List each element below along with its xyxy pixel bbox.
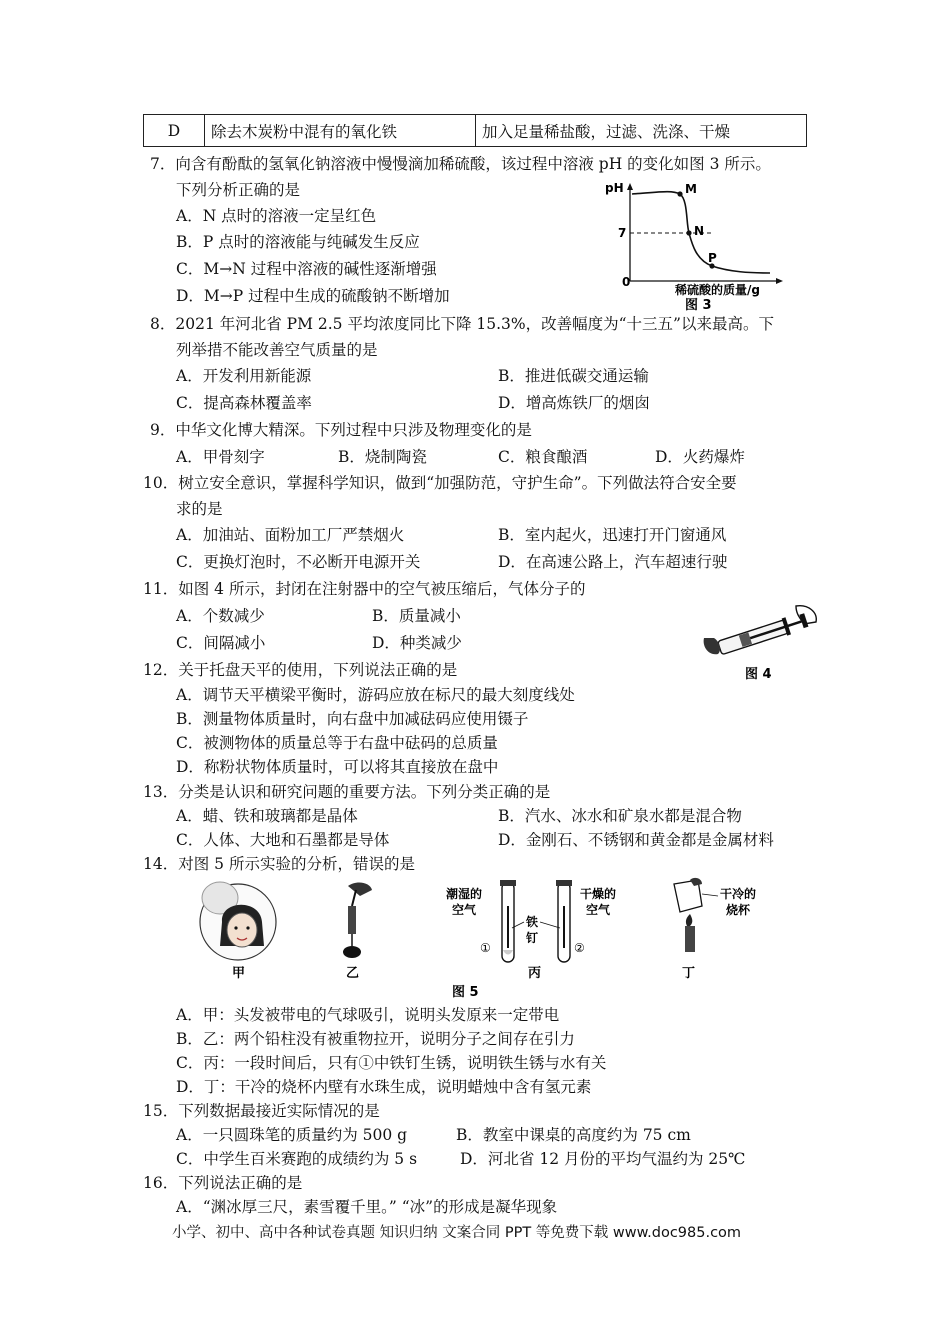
q16-option-a: A．“渊冰厚三尺，素雪覆千里。” “冰”的形成是凝华现象 <box>176 1198 558 1216</box>
q9-option-b: B．烧制陶瓷 <box>338 448 427 466</box>
q13-option-d: D．金刚石、不锈钢和黄金都是金属材料 <box>498 831 774 849</box>
q8-stem-line1: 8．2021 年河北省 PM 2.5 平均浓度同比下降 15.3%，改善幅度为“十三五”以来最高。下 <box>150 315 774 333</box>
q8-stem-line2: 列举措不能改善空气质量的是 <box>176 341 378 359</box>
label-ding: 丁 <box>682 966 696 981</box>
table-cell-method: 加入足量稀盐酸，过滤、洗涤、干燥 <box>476 115 807 147</box>
nail-label-2: 钉 <box>526 931 539 945</box>
q8-option-a: A．开发利用新能源 <box>176 367 312 385</box>
y-axis-arrow <box>627 183 633 190</box>
lead-cylinders-illustration <box>343 883 372 958</box>
label-m: M <box>685 182 697 196</box>
point-m <box>677 191 682 196</box>
q12-option-d: D．称粉状物体质量时，可以将其直接放在盘中 <box>176 758 499 776</box>
q15-option-b: B．教室中课桌的高度约为 75 cm <box>456 1126 691 1144</box>
q9-stem: 9．中华文化博大精深。下列过程中只涉及物理变化的是 <box>150 421 532 439</box>
q15-option-a: A．一只圆珠笔的质量约为 500 g <box>176 1126 408 1144</box>
origin-label: 0 <box>622 275 631 289</box>
candle-icon <box>685 926 695 952</box>
q9-option-a: A．甲骨刻字 <box>176 448 265 466</box>
balloon-girl-illustration <box>200 882 276 960</box>
table-cell-option: D <box>144 115 205 147</box>
answer-table <box>143 114 807 147</box>
q9-option-d: D．火药爆炸 <box>655 448 745 466</box>
q13-option-a: A．蜡、铁和玻璃都是晶体 <box>176 807 358 825</box>
q10-option-c: C．更换灯泡时，不必断开电源开关 <box>176 553 421 571</box>
cold-beaker-label-2: 烧杯 <box>726 903 751 917</box>
q11-option-c: C．间隔减小 <box>176 634 266 652</box>
x-axis-arrow <box>776 278 783 284</box>
q11-option-a: A．个数减少 <box>176 607 265 625</box>
q13-option-c: C．人体、大地和石墨都是导体 <box>176 831 390 849</box>
figure-3-caption: 图 3 <box>685 298 712 313</box>
q10-option-b: B．室内起火，迅速打开门窗通风 <box>498 526 727 544</box>
label-n: N <box>694 224 705 238</box>
q7-option-c: C．M→N 过程中溶液的碱性逐渐增强 <box>176 260 437 278</box>
q12-option-c: C．被测物体的质量总等于右盘中砝码的总质量 <box>176 734 498 752</box>
label-yi: 乙 <box>346 966 360 981</box>
nail-label-1: 铁 <box>526 915 539 929</box>
q8-option-b: B．推进低碳交通运输 <box>498 367 649 385</box>
q14-option-b: B．乙：两个铅柱没有被重物拉开，说明分子之间存在引力 <box>176 1030 575 1048</box>
q7-stem-line1: 7．向含有酚酞的氢氧化钠溶液中慢慢滴加稀硫酸，该过程中溶液 pH 的变化如图 3 所示。 <box>150 155 771 173</box>
q16-stem: 16．下列说法正确的是 <box>143 1174 303 1192</box>
y-tick-7: 7 <box>618 226 627 240</box>
hand-icon <box>348 883 372 896</box>
q10-option-d: D．在高速公路上，汽车超速行驶 <box>498 553 728 571</box>
q13-stem: 13．分类是认识和研究问题的重要方法。下列分类正确的是 <box>143 783 551 801</box>
q14-stem: 14．对图 5 所示实验的分析，错误的是 <box>143 855 415 873</box>
q15-option-d: D．河北省 12 月份的平均气温约为 25℃ <box>460 1150 746 1168</box>
dry-air-label-2: 空气 <box>586 903 611 917</box>
y-axis-label: pH <box>605 181 624 195</box>
figure-4-syringe <box>700 598 820 688</box>
tube-1-label: ① <box>480 941 491 955</box>
q11-option-d: D．种类减少 <box>372 634 462 652</box>
q7-option-a: A．N 点时的溶液一定呈红色 <box>176 207 377 225</box>
flame-icon <box>686 914 692 926</box>
figure-3-ph-chart <box>600 178 790 313</box>
q15-option-c: C．中学生百米赛跑的成绩约为 5 s <box>176 1150 418 1168</box>
q11-stem: 11．如图 4 所示，封闭在注射器中的空气被压缩后，气体分子的 <box>143 580 586 598</box>
q10-stem-line2: 求的是 <box>176 500 223 518</box>
q11-option-b: B．质量减小 <box>372 607 461 625</box>
q10-stem-line1: 10．树立安全意识，掌握科学知识，做到“加强防范，守护生命”。下列做法符合安全要 <box>143 474 737 492</box>
q13-option-b: B．汽水、冰水和矿泉水都是混合物 <box>498 807 742 825</box>
tube-2-label: ② <box>574 941 585 955</box>
q8-option-d: D．增高炼铁厂的烟囱 <box>498 394 650 412</box>
q14-option-a: A．甲：头发被带电的气球吸引，说明头发原来一定带电 <box>176 1006 560 1024</box>
cold-beaker-label-1: 干冷的 <box>720 887 757 901</box>
syringe-icon <box>709 611 809 659</box>
table-cell-purpose: 除去木炭粉中混有的氧化铁 <box>205 115 476 147</box>
weight-icon <box>343 946 361 958</box>
wet-air-label-2: 空气 <box>452 903 477 917</box>
label-jia: 甲 <box>232 966 246 981</box>
figure-5-experiments <box>190 876 790 1004</box>
q14-option-c: C．丙：一段时间后，只有①中铁钉生锈，说明铁生锈与水有关 <box>176 1054 607 1072</box>
table-row <box>144 115 807 147</box>
figure-5-caption: 图 5 <box>452 985 479 1000</box>
q14-option-d: D．丁：干冷的烧杯内壁有水珠生成，说明蜡烛中含有氢元素 <box>176 1078 592 1096</box>
q10-option-a: A．加油站、面粉加工厂严禁烟火 <box>176 526 405 544</box>
q8-option-c: C．提高森林覆盖率 <box>176 394 312 412</box>
figure-4-caption: 图 4 <box>745 667 772 682</box>
dry-air-label-1: 干燥的 <box>580 887 617 901</box>
q7-stem-line2: 下列分析正确的是 <box>176 181 301 199</box>
q12-option-b: B．测量物体质量时，向右盘中加减砝码应使用镊子 <box>176 710 529 728</box>
candle-beaker-illustration <box>674 878 702 952</box>
label-bing: 丙 <box>528 966 542 981</box>
footer-text: 小学、初中、高中各种试卷真题 知识归纳 文案合同 PPT 等免费下载 www.doc985.com <box>172 1225 742 1241</box>
x-axis-label: 稀硫酸的质量/g <box>675 283 760 297</box>
q12-option-a: A．调节天平横梁平衡时，游码应放在标尺的最大刻度线处 <box>176 686 575 704</box>
q15-stem: 15．下列数据最接近实际情况的是 <box>143 1102 380 1120</box>
face-icon <box>227 913 257 947</box>
q7-option-b: B．P 点时的溶液能与纯碱发生反应 <box>176 233 420 251</box>
hand-left-icon <box>704 638 720 654</box>
point-n <box>686 230 691 235</box>
q12-stem: 12．关于托盘天平的使用，下列说法正确的是 <box>143 661 458 679</box>
q7-option-d: D．M→P 过程中生成的硫酸钠不断增加 <box>176 287 450 305</box>
q9-option-c: C．粮食酿酒 <box>498 448 588 466</box>
label-p: P <box>708 251 717 265</box>
wet-air-label-1: 潮湿的 <box>446 887 483 901</box>
